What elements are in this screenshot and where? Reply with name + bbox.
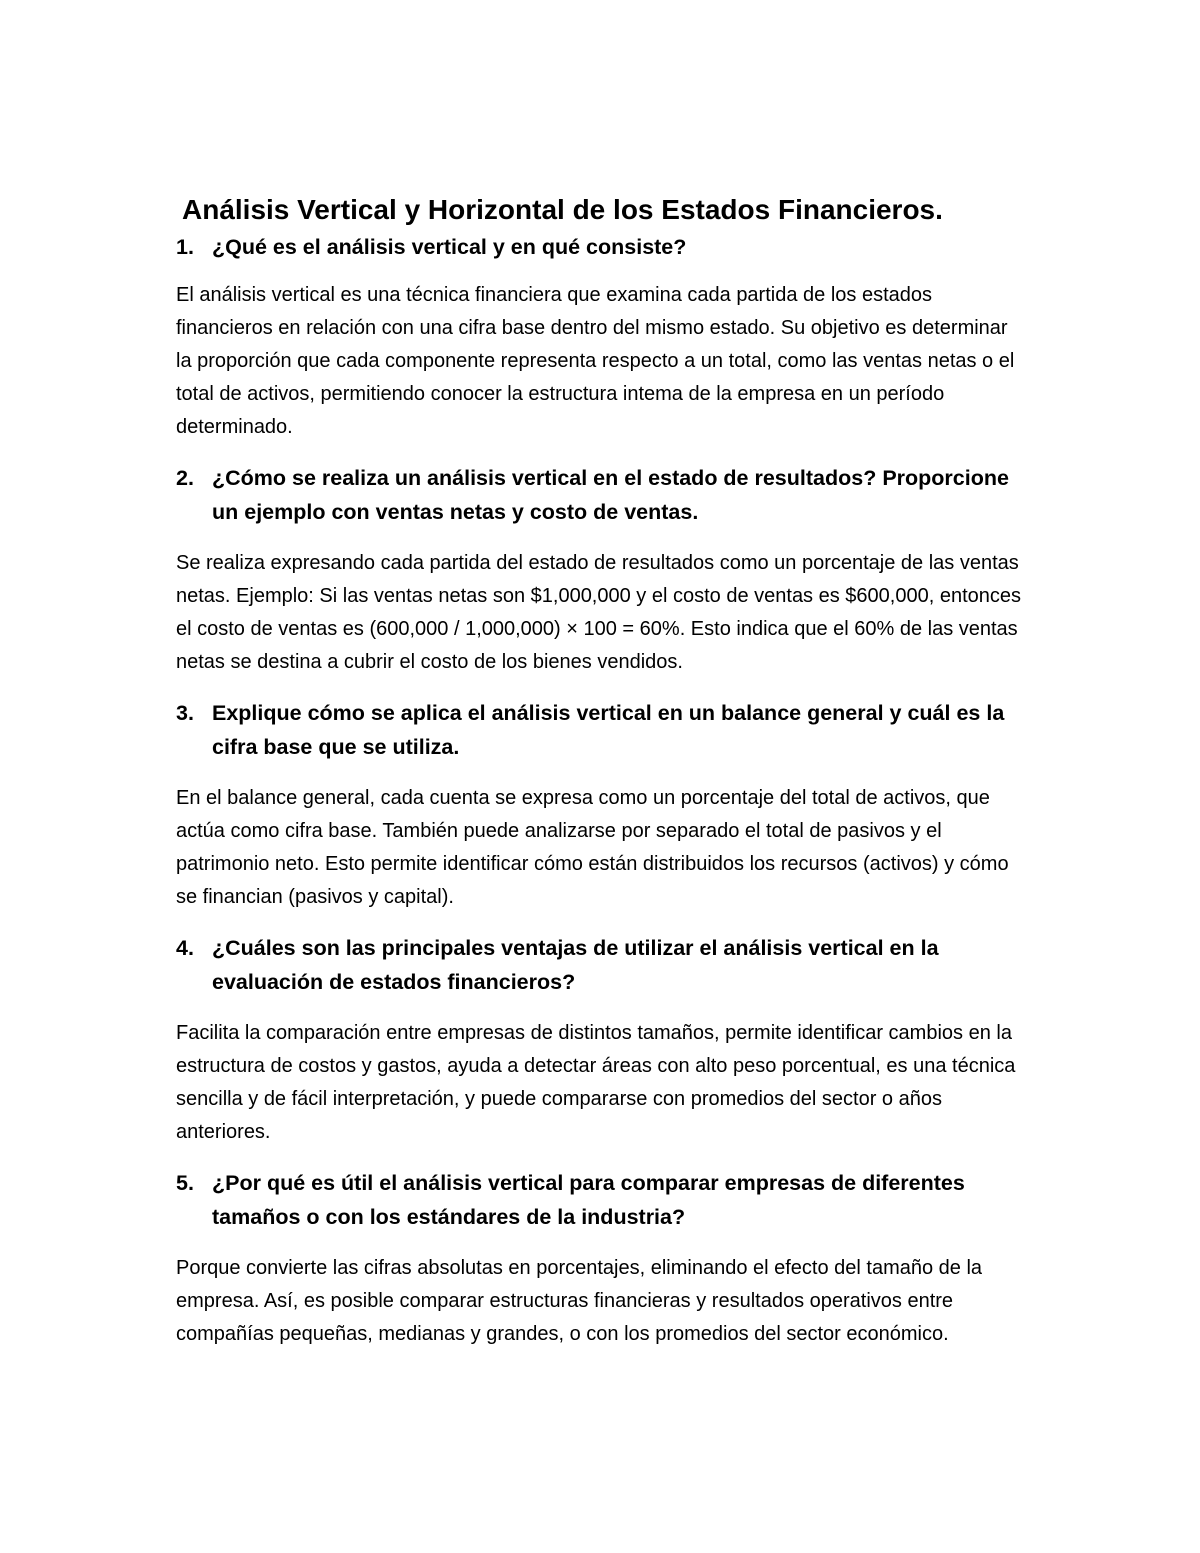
question-4 bbox=[176, 931, 1026, 999]
document-content bbox=[176, 192, 1026, 1351]
question-number: 4. bbox=[176, 936, 194, 960]
question-5 bbox=[176, 1166, 1026, 1234]
answer-5: Porque convierte las cifras absolutas en porcentajes, eliminando el efecto del tamaño de la empresa. Así, es posible comparar estructuras financieras y resultados operativos entre compañías pequeñas, medianas y grandes, o con los promedios del sector económico. bbox=[176, 1257, 983, 1345]
question-3 bbox=[176, 696, 1026, 764]
answer-2: Se realiza expresando cada partida del estado de resultados como un porcentaje de las ventas netas. Ejemplo: Si las ventas netas son $1,000,000 y el costo de ventas es $600,000, entonces el costo de ventas es (600,000 / 1,000,000) × 100 = 60%. Esto indica que el 60% de las ventas netas se destina a cubrir el costo de los bienes vendidos. bbox=[176, 552, 1021, 673]
question-text: ¿Qué es el análisis vertical y en qué consiste? bbox=[212, 235, 687, 259]
question-text: ¿Cómo se realiza un análisis vertical en el estado de resultados? Proporcione un ejemplo con ventas netas y costo de ventas. bbox=[212, 466, 1009, 524]
document-title: Análisis Vertical y Horizontal de los Estados Financieros. bbox=[182, 194, 943, 225]
question-text: Explique cómo se aplica el análisis vertical en un balance general y cuál es la cifra base que se utiliza. bbox=[212, 701, 1005, 759]
answer-4: Facilita la comparación entre empresas de distintos tamaños, permite identificar cambios en la estructura de costos y gastos, ayuda a detectar áreas con alto peso porcentual, es una técnica sencilla y de fácil interpretación, y puede compararse con promedios del sector o años anteriores. bbox=[176, 1022, 1016, 1143]
question-number: 5. bbox=[176, 1171, 194, 1195]
answer-1: El análisis vertical es una técnica financiera que examina cada partida de los estados financieros en relación con una cifra base dentro del mismo estado. Su objetivo es determinar la proporción que cada componente representa respecto a un total, como las ventas netas o el total de activos, permitiendo conocer la estructura intema de la empresa en un período determinado. bbox=[176, 284, 1015, 438]
question-1 bbox=[176, 230, 1026, 264]
question-text: ¿Cuáles son las principales ventajas de utilizar el análisis vertical en la evaluación de estados financieros? bbox=[212, 936, 939, 994]
question-number: 3. bbox=[176, 701, 194, 725]
answer-3: En el balance general, cada cuenta se expresa como un porcentaje del total de activos, que actúa como cifra base. También puede analizarse por separado el total de pasivos y el patrimonio neto. Esto permite identificar cómo están distribuidos los recursos (activos) y cómo se financian (pasivos y capital). bbox=[176, 787, 1009, 908]
question-text: ¿Por qué es útil el análisis vertical para comparar empresas de diferentes tamaños o con los estándares de la industria? bbox=[212, 1171, 965, 1229]
question-number: 2. bbox=[176, 466, 194, 490]
question-number: 1. bbox=[176, 235, 194, 259]
question-2 bbox=[176, 461, 1026, 529]
